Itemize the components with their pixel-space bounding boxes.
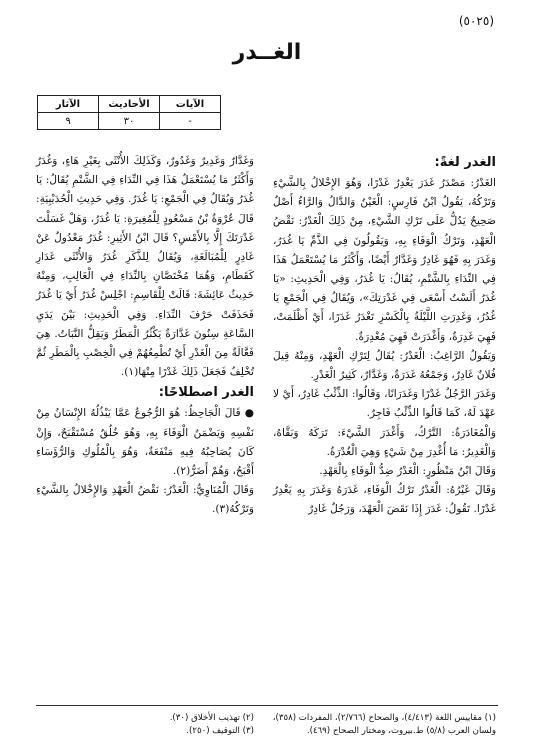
footnotes-right	[268, 712, 496, 738]
paragraph: وَغَدَرَ الرَّجُلُ غَدْرًا وَغَدَرَانًا، وَقَالُوا: الذِّئْبُ غَادِرٌ، أَيْ لا عَهْدَ لَهُ، كَمَا قَالُوا الذِّئْبُ فَاجِرٌ.	[273, 388, 496, 420]
counts-header-verses: الآيات	[160, 96, 221, 113]
page-number: (٥٠٢٥)	[458, 14, 494, 28]
footnote-divider	[36, 705, 498, 706]
footnote: (١) مقاييس اللغة (٤/٤١٣)، والصحاح (٢/٧٦٦)، المفردات (٣٥٨)، ولسان العرب (٥/٨) ط.بيروت، ومختار الصحاح (٤٦٩).	[272, 713, 496, 736]
footnote: (٣) التوقيف (٢٥٠).	[186, 726, 254, 736]
paragraph: ● قَالَ الْجَاحِظُ: هُوَ الرُّجُوعُ عَمَّا يَبْذُلُهُ الإِنْسَانُ مِنْ نَفْسِهِ وَيَضْمَنُ الْوَفَاءَ بِهِ، وَهُوَ خُلُقٌ مُسْتَقْبَحٌ، وَإِنْ كَانَ يُصَاحِبُهُ فِيهِ مَنْفَعَةٌ، وَهُوَ بِالْمُلُوكِ وَالرُّؤَسَاءِ أَقْبَحُ، وَهُمْ أَضَرُّ(٢).	[36, 407, 254, 478]
right-text-column	[273, 152, 496, 520]
counts-value-verses: -	[160, 113, 221, 130]
section-heading-terminological: الغدر اصطلاحًا:	[158, 385, 254, 401]
paragraph: الغَدْرُ: مَصْدَرُ غَدَرَ يَغْدِرُ غَدْرًا، وَهُوَ الإِخْلالُ بِالشَّيْءِ وَتَرْكُهُ، يَقُولُ ابْنُ فَارِسٍ: الْغَيْنُ وَالدَّالُ وَالرَّاءُ أَصْلٌ صَحِيحٌ يَدُلُّ عَلَى تَرْكِ الشَّيْءِ، مِنْ ذَلِكَ الْغَدْرُ: نَقْضُ الْعَهْدِ، وَتَرْكُ الْوَفَاءِ بِهِ، وَيَقُولُونَ فِي الذَّمِّ يَا غُدَرُ، وَغَدَرَ بِهِ فَهُوَ غَادِرٌ وَغَدَّارٌ أَيْضًا، وَأَكْثَرُ مَا يُسْتَعْمَلُ هَذَا فِي النِّدَاءِ بِالشَّتْمِ، يُقَالُ: يَا غُدَرُ، وَفِي الْحَدِيثِ: «يَا غُدَرُ أَلَسْتُ أَسْعَى فِي غَدْرَتِكَ»، وَيُقَالُ فِي الْجَمْعِ يَا غُدُرُ، وَغَدِرَتِ اللَّيْلَةُ بِالْكَسْرِ تَغْدَرُ غَدَرًا، أَيْ أَظْلَمَتْ، فَهِيَ غَدِرَةٌ، وَأَغْدَرَتْ فَهِيَ مُغْدِرَةٌ.	[273, 177, 496, 343]
page-title: الغــدر	[232, 40, 302, 65]
counts-table-values-row	[38, 113, 221, 130]
counts-value-hadiths: ٣٠	[99, 113, 160, 130]
paragraph: وَيَقُولُ الرَّاغِبُ: الْغَدْرُ: يُقَالُ لِتَرْكِ الْعَهْدِ، وَمِنْهُ قِيلَ فُلانٌ غَادِرٌ، وَجَمْعُهُ غَدَرَةٌ، وَغَدَّارٌ، كَثِيرُ الْغَدْرِ.	[273, 349, 496, 382]
paragraph: وَغَدَّارٌ وَغَدِيرٌ وَغَدُورٌ، وَكَذَلِكَ الأُنْثَى بِغَيْرِ هَاءٍ، وَغُدَرُ وَأَكْثَرُ مَا يُسْتَعْمَلُ هَذَا فِي النِّدَاءِ فِي الشَّتْمِ يُقَالُ: يَا غُدَرُ وَيُقَالُ فِي الْجَمْعِ: يَا غُدَرُ. وَفِي حَدِيثِ الْحُدَيْبِيَةِ: قَالَ عُرْوَةُ بْنُ مَسْعُودٍ لِلْمُغِيرَةِ: يَا غُدَرُ، وَهَلْ غَسَلْتَ غَدْرَتَكَ إِلَّا بِالأَمْسِ؟ قَالَ ابْنُ الأَثِيرِ: غُدَرُ مَعْدُولٌ عَنْ غَادِرٍ لِلْمُبَالَغَةِ، وَيُقَالُ لِلذَّكَرِ غُدَرُ وَالأُنْثَى غَدَارِ كَقَطَامِ، وَهُمَا مُخْتَصَّانِ بِالنِّدَاءِ فِي الْغَالِبِ، وَمِنْهُ حَدِيثُ عَائِشَةَ: قَالَتْ لِلْقَاسِمِ: اجْلِسْ غُدَرُ أَيْ يَا غُدَرُ فَحَذَفَتْ حَرْفَ النِّدَاءِ. وَفِي الْحَدِيثِ: بَيْنَ يَدَيِ السَّاعَةِ سِنُونَ غَدَّارَةٌ يَكْثُرُ الْمَطَرُ وَيَقِلُّ النَّبَاتُ. هِيَ فَعَّالَةٌ مِنَ الْغَدْرِ أَيْ تُطْمِعُهُمْ فِي الْخِصْبِ بِالْمَطَرِ ثُمَّ تُخْلِفُ فَجَعَلَ ذَلِكَ غَدْرًا مِنْهَا(١).	[36, 155, 254, 379]
left-text-column	[36, 152, 254, 520]
counts-header-athar: الآثار	[38, 96, 99, 113]
footnotes-left	[36, 712, 254, 738]
counts-value-athar: ٩	[38, 113, 99, 130]
section-heading-lexical: الغدر لغةً:	[434, 155, 496, 170]
footnote: (٢) تهذيب الأخلاق (٣٠).	[169, 713, 254, 723]
paragraph: وَالْمُغَادَرَةُ: التَّرْكُ، وَأَغْدَرَ الشَّيْءَ: تَرَكَهُ وَبَقَّاهُ، وَالْغَدِيرُ: مَا أُغْدِرَ مِنْ شَيْءٍ وَهِيَ الْغُدْرَةُ.	[273, 426, 496, 458]
paragraph: وَقَالَ الْمُنَاوِيُّ: الْغَدْرُ: نَقْضُ الْعَهْدِ وَالإِخْلالُ بِالشَّيْءِ وَتَرْكُهُ(٣).	[36, 484, 254, 516]
counts-header-hadiths: الأحاديث	[99, 96, 160, 113]
counts-table-header-row	[38, 96, 221, 113]
paragraph: وَقَالَ غَيْرُهُ: الْغَدْرُ تَرْكُ الْوَفَاءِ، غَدَرَهُ وَغَدَرَ بِهِ يَغْدِرُ غَدْرًا. تَقُولُ: غَدَرَ إِذَا نَقَضَ الْعَهْدَ، وَرَجُلٌ غَادِرٌ	[273, 484, 496, 516]
paragraph: وَقَالَ ابْنُ مَنْظُورٍ: الْغَدْرُ ضِدُّ الْوَفَاءِ بِالْعَهْدِ.	[319, 465, 496, 478]
counts-table	[37, 95, 221, 130]
